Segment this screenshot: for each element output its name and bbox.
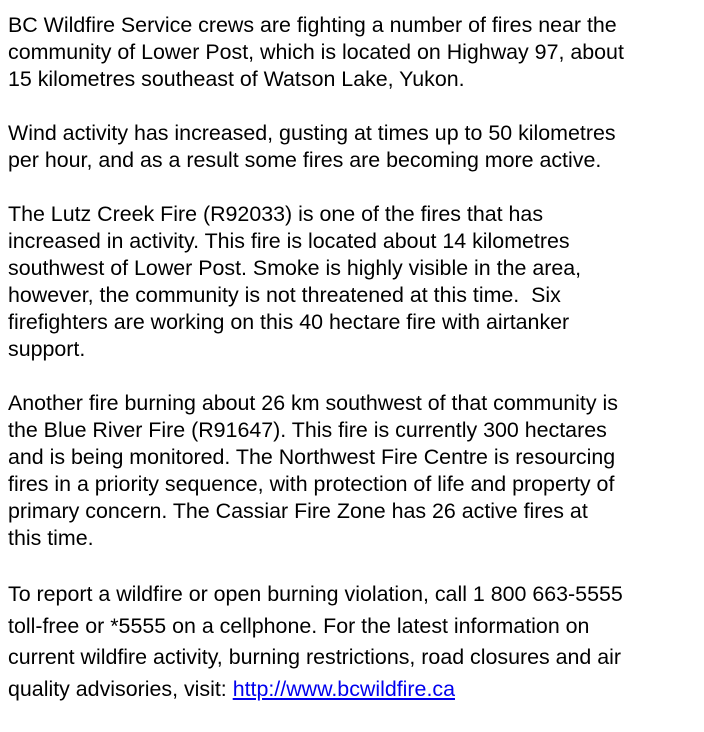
text-line: per hour, and as a result some fires are becoming more active.	[8, 148, 602, 172]
text-line: southwest of Lower Post. Smoke is highly visible in the area,	[8, 256, 582, 280]
text-line: this time.	[8, 526, 94, 550]
paragraph-wind-activity	[8, 120, 698, 174]
text-line: The Lutz Creek Fire (R92033) is one of the fires that has	[8, 202, 544, 226]
text-line: toll-free or *5555 on a cellphone. For the latest information on	[8, 613, 590, 638]
paragraph-lutz-creek-fire	[8, 201, 698, 363]
paragraph-report-wildfire	[8, 579, 698, 705]
text-line-with-link	[8, 674, 698, 706]
text-line: primary concern. The Cassiar Fire Zone has 26 active fires at	[8, 499, 588, 523]
bcwildfire-link[interactable]: http://www.bcwildfire.ca	[232, 676, 455, 701]
text-line: increased in activity. This fire is located about 14 kilometres	[8, 229, 570, 253]
text-line: 15 kilometres southeast of Watson Lake, Yukon.	[8, 67, 465, 91]
text-line: current wildfire activity, burning restrictions, road closures and air	[8, 645, 622, 669]
link-prefix-text: quality advisories, visit:	[8, 676, 233, 701]
text-line: firefighters are working on this 40 hectare fire with airtanker	[8, 310, 570, 334]
text-line: the Blue River Fire (R91647). This fire is currently 300 hectares	[8, 418, 607, 442]
text-line: and is being monitored. The Northwest Fire Centre is resourcing	[8, 445, 616, 469]
text-line: however, the community is not threatened at this time. Six	[8, 283, 561, 307]
document-body	[8, 12, 698, 732]
text-line: Another fire burning about 26 km southwest of that community is	[8, 391, 618, 415]
paragraph-blue-river-fire	[8, 390, 698, 552]
text-line: Wind activity has increased, gusting at times up to 50 kilometres	[8, 121, 616, 145]
text-line: To report a wildfire or open burning violation, call 1 800 663-5555	[8, 582, 623, 606]
text-line: BC Wildfire Service crews are fighting a number of fires near the	[8, 13, 617, 37]
text-line: support.	[8, 337, 86, 361]
text-line: community of Lower Post, which is located on Highway 97, about	[8, 40, 624, 64]
text-line: fires in a priority sequence, with protection of life and property of	[8, 472, 615, 496]
paragraph-crews-fighting-fires	[8, 12, 698, 93]
